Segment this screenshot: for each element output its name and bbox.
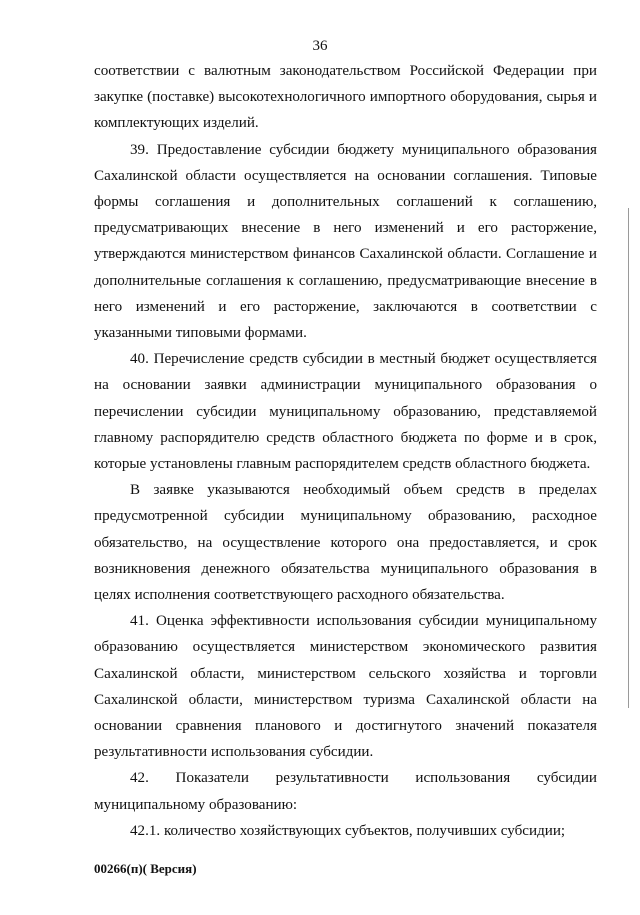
paragraph-39: 39. Предоставление субсидии бюджету муниципального образования Сахалинской области осуществляется на основании соглашения. Типовые формы соглашения и дополнительных соглашений к соглашению, предусматривающих внесение в него изменений и его расторжение, утверждаются министерством финансов Сахалинской области. Соглашение и дополнительные соглашения к соглашению, предусматривающие внесение в него изменений и его расторжение, заключаются в соответствии с указанными типовыми формами. — [94, 141, 597, 342]
body-text — [94, 58, 597, 844]
scan-margin-line — [628, 208, 629, 708]
page-number: 36 — [312, 38, 328, 54]
paragraph-continuation: соответствии с валютным законодательством Российской Федерации при закупке (поставке) высокотехнологичного импортного оборудования, сырья и комплектующих изделий. — [94, 63, 597, 132]
paragraph-40: 40. Перечисление средств субсидии в местный бюджет осуществляется на основании заявки администрации муниципального образования о перечислении субсидии муниципальному образованию, представляемой главному распорядителю средств областного бюджета по форме и в срок, которые установлены главным распорядителем средств областного бюджета. — [94, 351, 597, 473]
paragraph-40-application: В заявке указываются необходимый объем средств в пределах предусмотренной субсидии муниципальному образованию, расходное обязательство, на осуществление которого она предоставляется, и срок возникновения денежного обязательства муниципального образования в целях исполнения соответствующего расходного обязательства. — [94, 482, 597, 604]
document-footer-code: 00266(п)( Версия) — [94, 861, 197, 876]
paragraph-41: 41. Оценка эффективности использования субсидии муниципальному образованию осуществляется министерством экономического развития Сахалинской области, министерством сельского хозяйства и торговли Сахалинской области, министерством туризма Сахалинской области на основании сравнения планового и достигнутого значений показателя результативности использования субсидии. — [94, 613, 597, 761]
paragraph-42-1: 42.1. количество хозяйствующих субъектов, получивших субсидии; — [130, 822, 566, 839]
paragraph-42: 42. Показатели результативности использования субсидии муниципальному образованию: — [94, 770, 597, 813]
